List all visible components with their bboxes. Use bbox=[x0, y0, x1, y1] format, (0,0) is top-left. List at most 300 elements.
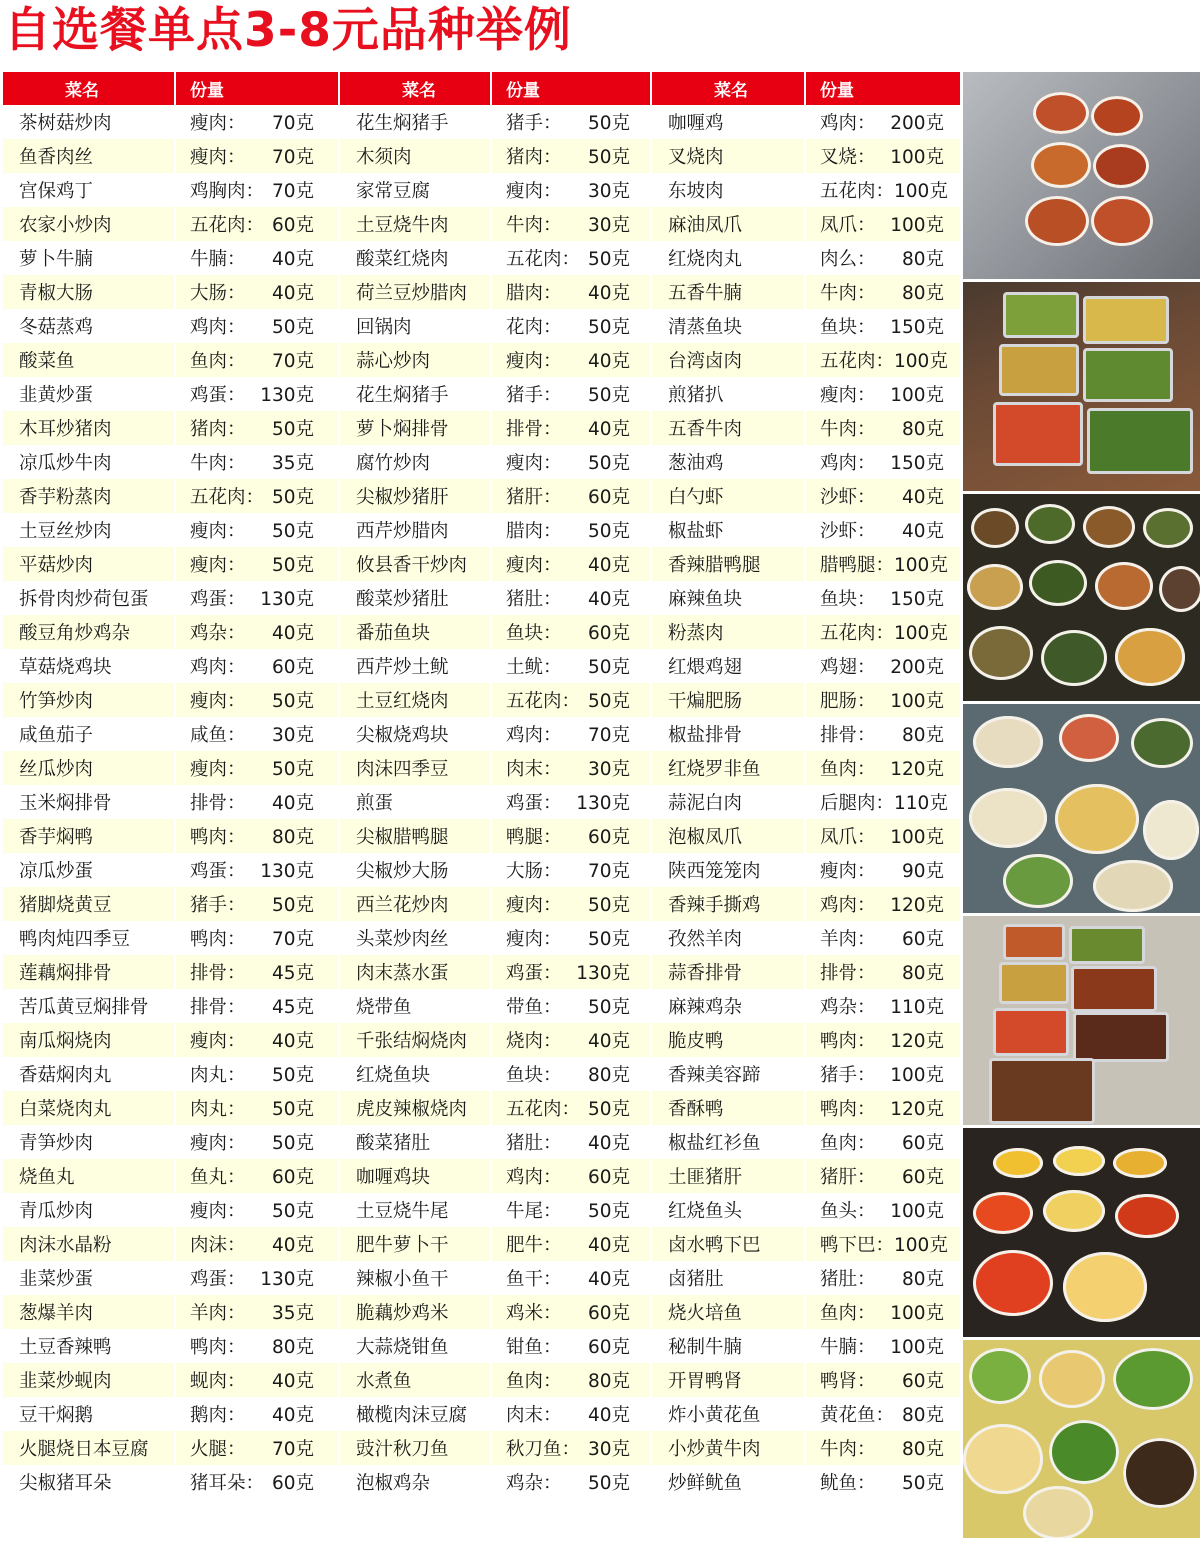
portion-ingredient: 五花肉： bbox=[820, 351, 895, 372]
menu-row bbox=[3, 207, 961, 241]
dish-portion bbox=[491, 989, 651, 1023]
dish-portion bbox=[491, 615, 651, 649]
dish-name: 西芹炒腊肉 bbox=[339, 513, 491, 547]
menu-row bbox=[3, 989, 961, 1023]
dish-name: 青椒大肠 bbox=[3, 275, 175, 309]
dish-name: 脆皮鸭 bbox=[651, 1023, 805, 1057]
portion-amount: 70克 bbox=[271, 351, 314, 372]
portion-amount: 60克 bbox=[901, 929, 944, 950]
portion-ingredient: 鸡蛋： bbox=[190, 589, 246, 610]
portion-ingredient: 沙虾： bbox=[820, 521, 876, 542]
dish-name: 肉沫水晶粉 bbox=[3, 1227, 175, 1261]
portion-amount: 120克 bbox=[890, 1099, 944, 1120]
portion-ingredient: 瘦肉： bbox=[506, 895, 562, 916]
portion-amount: 50克 bbox=[587, 521, 630, 542]
dish-name: 红烧肉丸 bbox=[651, 241, 805, 275]
portion-amount: 100克 bbox=[890, 1337, 944, 1358]
menu-row bbox=[3, 105, 961, 139]
dish-portion bbox=[491, 139, 651, 173]
dish-name: 腐竹炒肉 bbox=[339, 445, 491, 479]
dish-portion bbox=[491, 1329, 651, 1363]
dish-name: 尖椒腊鸭腿 bbox=[339, 819, 491, 853]
portion-ingredient: 鸡蛋： bbox=[506, 963, 562, 984]
dish-name: 炸小黄花鱼 bbox=[651, 1397, 805, 1431]
food-photo-4 bbox=[963, 704, 1200, 916]
portion-amount: 80克 bbox=[901, 1439, 944, 1460]
dish-name: 青瓜炒肉 bbox=[3, 1193, 175, 1227]
dish-name: 麻辣鸡杂 bbox=[651, 989, 805, 1023]
dish-name: 白勺虾 bbox=[651, 479, 805, 513]
portion-ingredient: 叉烧： bbox=[820, 147, 876, 168]
portion-amount: 60克 bbox=[271, 215, 314, 236]
dish-name: 咸鱼茄子 bbox=[3, 717, 175, 751]
dish-portion bbox=[805, 955, 961, 989]
dish-portion bbox=[175, 547, 339, 581]
dish-portion bbox=[491, 1295, 651, 1329]
dish-name: 玉米焖排骨 bbox=[3, 785, 175, 819]
portion-ingredient: 猪耳朵： bbox=[190, 1473, 265, 1494]
portion-ingredient: 猪肝： bbox=[820, 1167, 876, 1188]
portion-amount: 60克 bbox=[271, 1167, 314, 1188]
dish-portion bbox=[175, 479, 339, 513]
dish-name: 猪脚烧黄豆 bbox=[3, 887, 175, 921]
header-portion: 份量 bbox=[805, 72, 961, 105]
portion-amount: 50克 bbox=[587, 453, 630, 474]
dish-name: 东坡肉 bbox=[651, 173, 805, 207]
menu-row bbox=[3, 1057, 961, 1091]
portion-ingredient: 五花肉： bbox=[820, 181, 895, 202]
portion-amount: 100克 bbox=[890, 827, 944, 848]
portion-amount: 50克 bbox=[271, 317, 314, 338]
portion-ingredient: 羊肉： bbox=[820, 929, 876, 950]
dish-name: 鱼香肉丝 bbox=[3, 139, 175, 173]
dish-name: 西兰花炒肉 bbox=[339, 887, 491, 921]
dish-portion bbox=[491, 1091, 651, 1125]
portion-ingredient: 沙虾： bbox=[820, 487, 876, 508]
header-dish-name: 菜名 bbox=[339, 72, 491, 105]
dish-portion bbox=[491, 921, 651, 955]
portion-ingredient: 猪手： bbox=[820, 1065, 876, 1086]
portion-amount: 35克 bbox=[271, 1303, 314, 1324]
dish-portion bbox=[491, 105, 651, 139]
dish-name: 五香牛腩 bbox=[651, 275, 805, 309]
dish-name: 土豆烧牛尾 bbox=[339, 1193, 491, 1227]
dish-portion bbox=[175, 139, 339, 173]
portion-amount: 100克 bbox=[894, 351, 948, 372]
header-portion: 份量 bbox=[175, 72, 339, 105]
dish-portion bbox=[491, 785, 651, 819]
dish-name: 葱油鸡 bbox=[651, 445, 805, 479]
portion-amount: 80克 bbox=[587, 1371, 630, 1392]
dish-name: 椒盐排骨 bbox=[651, 717, 805, 751]
portion-ingredient: 五花肉： bbox=[190, 487, 265, 508]
menu-row bbox=[3, 1023, 961, 1057]
portion-amount: 150克 bbox=[890, 589, 944, 610]
portion-amount: 40克 bbox=[587, 555, 630, 576]
portion-ingredient: 鱿鱼： bbox=[820, 1473, 876, 1494]
dish-name: 大蒜烧钳鱼 bbox=[339, 1329, 491, 1363]
portion-amount: 50克 bbox=[587, 113, 630, 134]
dish-name: 烧火培鱼 bbox=[651, 1295, 805, 1329]
dish-name: 香辣手撕鸡 bbox=[651, 887, 805, 921]
portion-ingredient: 肉沫： bbox=[190, 1235, 246, 1256]
dish-name: 竹笋炒肉 bbox=[3, 683, 175, 717]
portion-ingredient: 鱼肉： bbox=[190, 351, 246, 372]
portion-ingredient: 猪手： bbox=[506, 385, 562, 406]
portion-ingredient: 鸡肉： bbox=[506, 1167, 562, 1188]
dish-name: 蒜香排骨 bbox=[651, 955, 805, 989]
dish-portion bbox=[175, 1363, 339, 1397]
portion-amount: 80克 bbox=[901, 1405, 944, 1426]
dish-name: 土匪猪肝 bbox=[651, 1159, 805, 1193]
portion-amount: 70克 bbox=[271, 147, 314, 168]
dish-portion bbox=[175, 683, 339, 717]
portion-amount: 120克 bbox=[890, 759, 944, 780]
portion-ingredient: 猪手： bbox=[190, 895, 246, 916]
dish-name: 香辣美容蹄 bbox=[651, 1057, 805, 1091]
dish-name: 红煨鸡翅 bbox=[651, 649, 805, 683]
dish-name: 虎皮辣椒烧肉 bbox=[339, 1091, 491, 1125]
dish-name: 苦瓜黄豆焖排骨 bbox=[3, 989, 175, 1023]
food-photo-column bbox=[963, 72, 1200, 1541]
portion-ingredient: 牛腩： bbox=[820, 1337, 876, 1358]
dish-portion bbox=[491, 343, 651, 377]
portion-ingredient: 鸡蛋： bbox=[190, 861, 246, 882]
menu-row bbox=[3, 309, 961, 343]
portion-ingredient: 排骨： bbox=[190, 997, 246, 1018]
dish-portion bbox=[805, 785, 961, 819]
portion-amount: 70克 bbox=[587, 861, 630, 882]
portion-ingredient: 牛肉： bbox=[190, 453, 246, 474]
portion-ingredient: 瘦肉： bbox=[190, 555, 246, 576]
dish-name: 韭黄炒蛋 bbox=[3, 377, 175, 411]
portion-amount: 120克 bbox=[890, 1031, 944, 1052]
dish-portion bbox=[491, 411, 651, 445]
dish-name: 豆干焖鹅 bbox=[3, 1397, 175, 1431]
dish-name: 红烧鱼头 bbox=[651, 1193, 805, 1227]
portion-amount: 80克 bbox=[901, 725, 944, 746]
dish-portion bbox=[805, 445, 961, 479]
portion-amount: 70克 bbox=[587, 725, 630, 746]
dish-portion bbox=[491, 1125, 651, 1159]
portion-ingredient: 五花肉： bbox=[190, 215, 265, 236]
portion-amount: 70克 bbox=[271, 181, 314, 202]
portion-ingredient: 牛肉： bbox=[820, 1439, 876, 1460]
portion-amount: 40克 bbox=[271, 1371, 314, 1392]
portion-amount: 100克 bbox=[890, 691, 944, 712]
portion-amount: 50克 bbox=[271, 691, 314, 712]
portion-amount: 50克 bbox=[271, 419, 314, 440]
portion-amount: 200克 bbox=[890, 113, 944, 134]
portion-ingredient: 鸡肉： bbox=[820, 453, 876, 474]
dish-name: 酸菜红烧肉 bbox=[339, 241, 491, 275]
portion-ingredient: 瘦肉： bbox=[190, 691, 246, 712]
portion-ingredient: 鸭肾： bbox=[820, 1371, 876, 1392]
dish-portion bbox=[175, 309, 339, 343]
portion-ingredient: 后腿肉： bbox=[820, 793, 895, 814]
portion-amount: 45克 bbox=[271, 997, 314, 1018]
dish-name: 平菇炒肉 bbox=[3, 547, 175, 581]
dish-name: 辣椒小鱼干 bbox=[339, 1261, 491, 1295]
menu-row bbox=[3, 377, 961, 411]
portion-ingredient: 火腿： bbox=[190, 1439, 246, 1460]
portion-ingredient: 腊肉： bbox=[506, 283, 562, 304]
portion-ingredient: 肥牛： bbox=[506, 1235, 562, 1256]
portion-ingredient: 鸡蛋： bbox=[506, 793, 562, 814]
portion-ingredient: 鱼肉： bbox=[820, 1133, 876, 1154]
dish-portion bbox=[805, 1227, 961, 1261]
dish-portion bbox=[175, 1397, 339, 1431]
dish-name: 萝卜牛腩 bbox=[3, 241, 175, 275]
dish-name: 卤水鸭下巴 bbox=[651, 1227, 805, 1261]
dish-portion bbox=[491, 819, 651, 853]
portion-amount: 120克 bbox=[890, 895, 944, 916]
dish-portion bbox=[491, 751, 651, 785]
portion-amount: 40克 bbox=[587, 1269, 630, 1290]
portion-ingredient: 牛肉： bbox=[506, 215, 562, 236]
portion-amount: 60克 bbox=[587, 1167, 630, 1188]
portion-amount: 50克 bbox=[587, 1201, 630, 1222]
portion-amount: 110克 bbox=[894, 793, 948, 814]
dish-name: 花生焖猪手 bbox=[339, 105, 491, 139]
dish-portion bbox=[805, 1261, 961, 1295]
dish-portion bbox=[491, 241, 651, 275]
portion-ingredient: 鸡肉： bbox=[820, 113, 876, 134]
portion-ingredient: 鸡蛋： bbox=[190, 1269, 246, 1290]
dish-name: 咖喱鸡块 bbox=[339, 1159, 491, 1193]
dish-portion bbox=[491, 1261, 651, 1295]
portion-amount: 40克 bbox=[587, 283, 630, 304]
dish-name: 烧带鱼 bbox=[339, 989, 491, 1023]
dish-name: 清蒸鱼块 bbox=[651, 309, 805, 343]
portion-ingredient: 五花肉： bbox=[506, 1099, 581, 1120]
portion-amount: 40克 bbox=[271, 249, 314, 270]
dish-portion bbox=[805, 1125, 961, 1159]
dish-name: 荷兰豆炒腊肉 bbox=[339, 275, 491, 309]
dish-name: 陕西笼笼肉 bbox=[651, 853, 805, 887]
portion-amount: 50克 bbox=[271, 1201, 314, 1222]
dish-name: 农家小炒肉 bbox=[3, 207, 175, 241]
portion-amount: 100克 bbox=[890, 1065, 944, 1086]
dish-portion bbox=[175, 819, 339, 853]
portion-amount: 150克 bbox=[890, 453, 944, 474]
dish-name: 木须肉 bbox=[339, 139, 491, 173]
menu-row bbox=[3, 1431, 961, 1465]
dish-portion bbox=[805, 853, 961, 887]
dish-portion bbox=[175, 1023, 339, 1057]
dish-portion bbox=[175, 1329, 339, 1363]
portion-ingredient: 鸡翅： bbox=[820, 657, 876, 678]
portion-amount: 50克 bbox=[587, 385, 630, 406]
portion-amount: 60克 bbox=[901, 1167, 944, 1188]
portion-amount: 80克 bbox=[901, 1269, 944, 1290]
portion-amount: 30克 bbox=[587, 181, 630, 202]
dish-name: 宫保鸡丁 bbox=[3, 173, 175, 207]
dish-portion bbox=[805, 819, 961, 853]
dish-name: 麻辣鱼块 bbox=[651, 581, 805, 615]
portion-ingredient: 鸭下巴： bbox=[820, 1235, 895, 1256]
portion-ingredient: 鸭肉： bbox=[190, 929, 246, 950]
menu-row bbox=[3, 445, 961, 479]
menu-row bbox=[3, 819, 961, 853]
dish-name: 炒鲜鱿鱼 bbox=[651, 1465, 805, 1499]
portion-ingredient: 五花肉： bbox=[506, 691, 581, 712]
portion-amount: 70克 bbox=[271, 1439, 314, 1460]
portion-ingredient: 秋刀鱼： bbox=[506, 1439, 581, 1460]
menu-row bbox=[3, 1295, 961, 1329]
portion-amount: 100克 bbox=[890, 385, 944, 406]
portion-amount: 40克 bbox=[587, 1405, 630, 1426]
portion-amount: 50克 bbox=[587, 249, 630, 270]
dish-name: 家常豆腐 bbox=[339, 173, 491, 207]
portion-ingredient: 排骨： bbox=[820, 963, 876, 984]
portion-ingredient: 鸭肉： bbox=[190, 1337, 246, 1358]
portion-amount: 110克 bbox=[890, 997, 944, 1018]
portion-ingredient: 黄花鱼： bbox=[820, 1405, 895, 1426]
menu-row bbox=[3, 1193, 961, 1227]
dish-name: 香芋粉蒸肉 bbox=[3, 479, 175, 513]
portion-ingredient: 鱼肉： bbox=[820, 759, 876, 780]
portion-ingredient: 鸡肉： bbox=[820, 895, 876, 916]
dish-portion bbox=[805, 1193, 961, 1227]
dish-portion bbox=[491, 649, 651, 683]
dish-portion bbox=[805, 1465, 961, 1499]
dish-portion bbox=[805, 581, 961, 615]
portion-amount: 40克 bbox=[271, 1031, 314, 1052]
dish-portion bbox=[175, 717, 339, 751]
menu-row bbox=[3, 853, 961, 887]
dish-portion bbox=[805, 1397, 961, 1431]
portion-ingredient: 凤爪： bbox=[820, 827, 876, 848]
portion-ingredient: 鸡杂： bbox=[506, 1473, 562, 1494]
dish-portion bbox=[491, 955, 651, 989]
dish-portion bbox=[805, 343, 961, 377]
dish-portion bbox=[175, 445, 339, 479]
dish-name: 土豆香辣鸭 bbox=[3, 1329, 175, 1363]
header-dish-name: 菜名 bbox=[651, 72, 805, 105]
dish-portion bbox=[491, 683, 651, 717]
portion-amount: 130克 bbox=[576, 963, 630, 984]
portion-ingredient: 肥肠： bbox=[820, 691, 876, 712]
dish-name: 麻油凤爪 bbox=[651, 207, 805, 241]
menu-row bbox=[3, 343, 961, 377]
portion-ingredient: 鹅肉： bbox=[190, 1405, 246, 1426]
dish-portion bbox=[175, 411, 339, 445]
portion-amount: 80克 bbox=[271, 827, 314, 848]
dish-portion bbox=[491, 1057, 651, 1091]
dish-portion bbox=[491, 547, 651, 581]
dish-name: 香菇焖肉丸 bbox=[3, 1057, 175, 1091]
portion-amount: 50克 bbox=[587, 895, 630, 916]
dish-portion bbox=[491, 309, 651, 343]
dish-name: 烧鱼丸 bbox=[3, 1159, 175, 1193]
food-photo-3 bbox=[963, 494, 1200, 704]
dish-portion bbox=[175, 207, 339, 241]
portion-ingredient: 凤爪： bbox=[820, 215, 876, 236]
portion-amount: 40克 bbox=[901, 487, 944, 508]
menu-row bbox=[3, 173, 961, 207]
dish-name: 火腿烧日本豆腐 bbox=[3, 1431, 175, 1465]
dish-name: 红烧罗非鱼 bbox=[651, 751, 805, 785]
portion-amount: 80克 bbox=[901, 249, 944, 270]
dish-portion bbox=[175, 989, 339, 1023]
dish-portion bbox=[491, 207, 651, 241]
dish-portion bbox=[805, 275, 961, 309]
portion-ingredient: 牛肉： bbox=[820, 283, 876, 304]
dish-name: 椒盐红衫鱼 bbox=[651, 1125, 805, 1159]
portion-amount: 50克 bbox=[271, 521, 314, 542]
dish-portion bbox=[175, 649, 339, 683]
portion-amount: 45克 bbox=[271, 963, 314, 984]
food-photo-1 bbox=[963, 72, 1200, 282]
portion-ingredient: 鸭腿： bbox=[506, 827, 562, 848]
dish-name: 尖椒烧鸡块 bbox=[339, 717, 491, 751]
portion-amount: 60克 bbox=[587, 623, 630, 644]
dish-name: 椒盐虾 bbox=[651, 513, 805, 547]
portion-amount: 60克 bbox=[587, 1303, 630, 1324]
portion-ingredient: 瘦肉： bbox=[506, 555, 562, 576]
portion-amount: 130克 bbox=[260, 385, 314, 406]
portion-amount: 40克 bbox=[587, 419, 630, 440]
dish-portion bbox=[805, 1159, 961, 1193]
portion-ingredient: 猪肉： bbox=[506, 147, 562, 168]
portion-amount: 50克 bbox=[271, 555, 314, 576]
menu-row bbox=[3, 683, 961, 717]
portion-amount: 40克 bbox=[587, 1235, 630, 1256]
dish-portion bbox=[805, 989, 961, 1023]
portion-ingredient: 花肉： bbox=[506, 317, 562, 338]
portion-amount: 40克 bbox=[271, 1405, 314, 1426]
portion-amount: 130克 bbox=[576, 793, 630, 814]
menu-row bbox=[3, 649, 961, 683]
portion-ingredient: 鱼干： bbox=[506, 1269, 562, 1290]
dish-portion bbox=[491, 1465, 651, 1499]
dish-portion bbox=[175, 581, 339, 615]
portion-amount: 50克 bbox=[587, 1099, 630, 1120]
portion-ingredient: 瘦肉： bbox=[820, 385, 876, 406]
dish-name: 煎猪扒 bbox=[651, 377, 805, 411]
portion-amount: 60克 bbox=[587, 827, 630, 848]
portion-ingredient: 鱼肉： bbox=[506, 1371, 562, 1392]
dish-portion bbox=[805, 173, 961, 207]
header-dish-name: 菜名 bbox=[3, 72, 175, 105]
portion-ingredient: 排骨： bbox=[506, 419, 562, 440]
dish-portion bbox=[491, 377, 651, 411]
dish-portion bbox=[805, 1431, 961, 1465]
dish-portion bbox=[175, 853, 339, 887]
portion-amount: 70克 bbox=[271, 113, 314, 134]
dish-portion bbox=[175, 275, 339, 309]
dish-portion bbox=[175, 1295, 339, 1329]
portion-amount: 60克 bbox=[901, 1371, 944, 1392]
portion-ingredient: 瘦肉： bbox=[820, 861, 876, 882]
portion-ingredient: 鸡杂： bbox=[190, 623, 246, 644]
dish-name: 咖喱鸡 bbox=[651, 105, 805, 139]
portion-amount: 50克 bbox=[271, 1065, 314, 1086]
portion-amount: 60克 bbox=[901, 1133, 944, 1154]
portion-amount: 80克 bbox=[901, 419, 944, 440]
dish-portion bbox=[175, 785, 339, 819]
dish-portion bbox=[491, 479, 651, 513]
dish-name: 千张结焖烧肉 bbox=[339, 1023, 491, 1057]
dish-portion bbox=[175, 1261, 339, 1295]
dish-name: 尖椒炒大肠 bbox=[339, 853, 491, 887]
dish-name: 尖椒猪耳朵 bbox=[3, 1465, 175, 1499]
dish-name: 土豆丝炒肉 bbox=[3, 513, 175, 547]
portion-amount: 40克 bbox=[901, 521, 944, 542]
dish-name: 土豆红烧肉 bbox=[339, 683, 491, 717]
dish-name: 丝瓜炒肉 bbox=[3, 751, 175, 785]
